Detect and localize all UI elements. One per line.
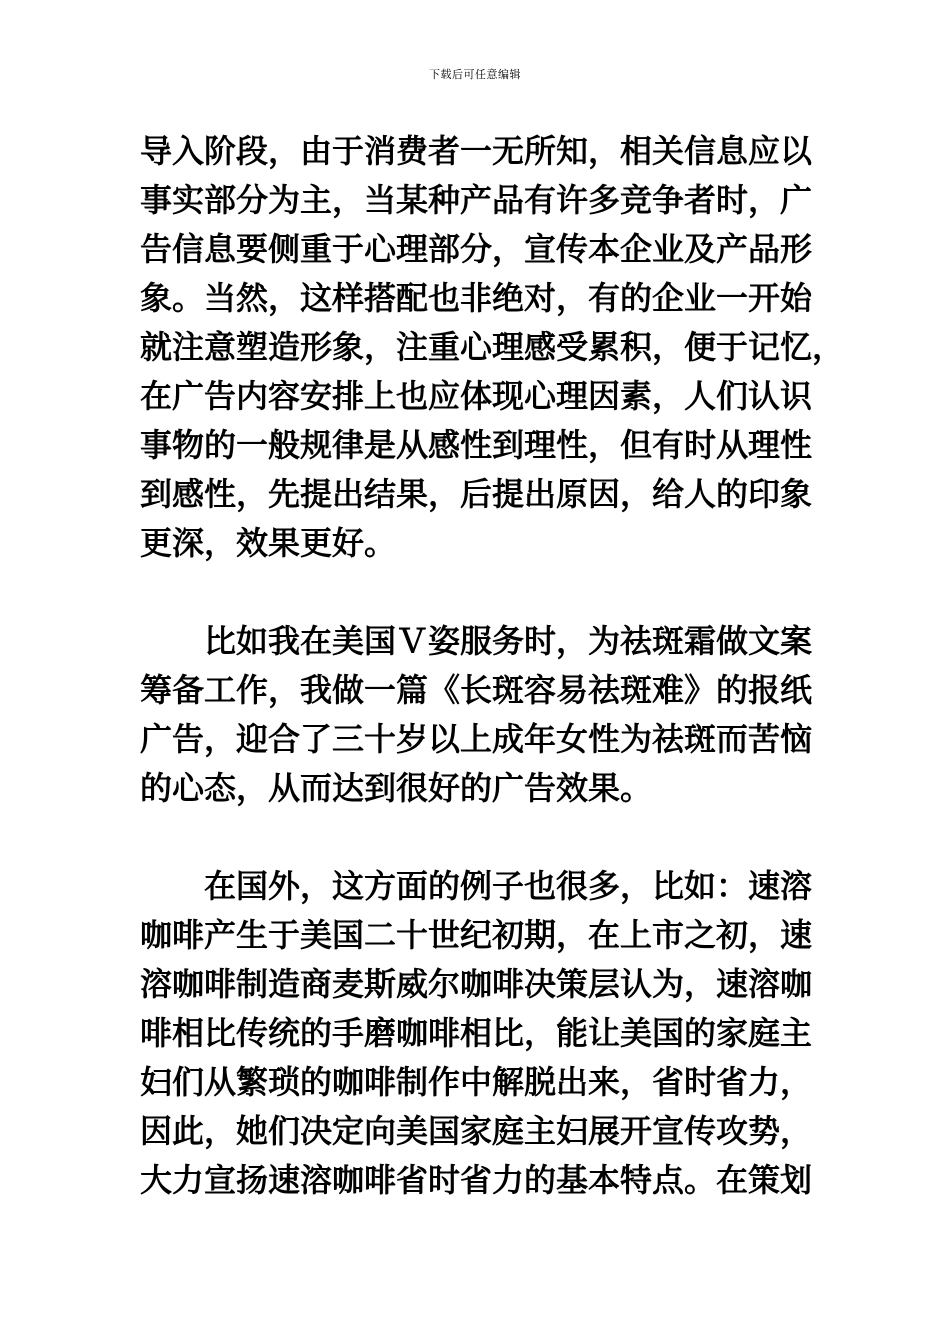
text-line: 大力宣扬速溶咖啡省时省力的基本特点。在策划 xyxy=(140,1161,813,1199)
text-line: 更深，效果更好。 xyxy=(140,524,397,562)
document-body xyxy=(140,127,845,1205)
text-line: 筹备工作，我做一篇《长斑容易祛斑难》的报纸 xyxy=(140,671,813,709)
text-line: 到感性，先提出结果，后提出原因，给人的印象 xyxy=(140,475,813,513)
text-line: 告信息要侧重于心理部分，宣传本企业及产品形 xyxy=(140,230,813,268)
text-line: 溶咖啡制造商麦斯威尔咖啡决策层认为，速溶咖 xyxy=(140,965,813,1003)
paragraph-3 xyxy=(140,862,820,1205)
text-line: 比如我在美国Ｖ姿服务时，为祛斑霜做文案 xyxy=(140,622,813,660)
text-line: 啡相比传统的手磨咖啡相比，能让美国的家庭主 xyxy=(140,1014,813,1052)
paragraph-spacer xyxy=(140,813,820,862)
text-line: 就注意塑造形象，注重心理感受累积，便于记忆， xyxy=(140,328,845,366)
text-line: 因此，她们决定向美国家庭主妇展开宣传攻势， xyxy=(140,1112,813,1150)
text-line: 事实部分为主，当某种产品有许多竞争者时，广 xyxy=(140,181,813,219)
text-line: 在国外，这方面的例子也很多，比如：速溶 xyxy=(140,867,813,905)
text-line: 导入阶段，由于消费者一无所知，相关信息应以 xyxy=(140,132,813,170)
page-header: 下载后可任意编辑 xyxy=(429,68,521,81)
paragraph-spacer xyxy=(140,568,820,617)
text-line: 的心态，从而达到很好的广告效果。 xyxy=(140,769,653,807)
paragraph-2 xyxy=(140,617,820,813)
paragraph-1 xyxy=(140,127,845,568)
text-line: 象。当然，这样搭配也非绝对，有的企业一开始 xyxy=(140,279,813,317)
text-line: 事物的一般规律是从感性到理性，但有时从理性 xyxy=(140,426,813,464)
text-line: 广告，迎合了三十岁以上成年女性为祛斑而苦恼 xyxy=(140,720,813,758)
text-line: 妇们从繁琐的咖啡制作中解脱出来，省时省力， xyxy=(140,1063,813,1101)
text-line: 咖啡产生于美国二十世纪初期，在上市之初，速 xyxy=(140,916,813,954)
text-line: 在广告内容安排上也应体现心理因素，人们认识 xyxy=(140,377,813,415)
